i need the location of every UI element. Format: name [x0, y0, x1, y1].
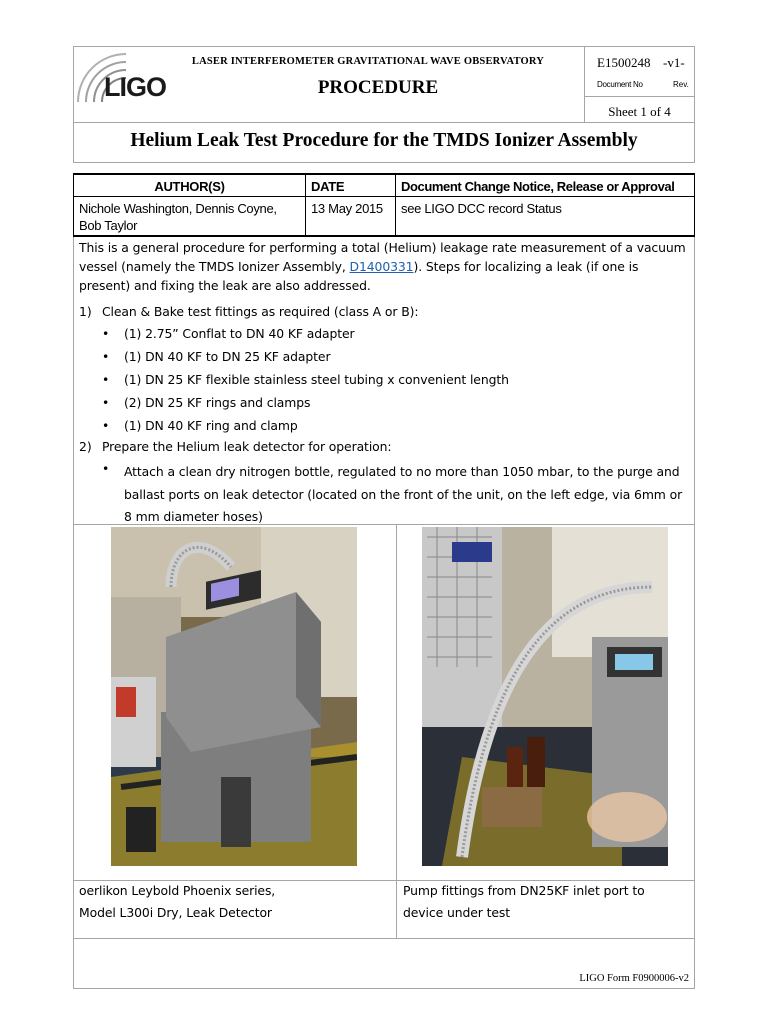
- list-item: (2) DN 25 KF rings and clamps: [124, 395, 311, 410]
- list-item: (1) DN 25 KF flexible stainless steel tubing x convenient length: [124, 372, 509, 387]
- step-2-text: Prepare the Helium leak detector for operation:: [102, 439, 392, 454]
- org-name: LASER INTERFEROMETER GRAVITATIONAL WAVE OBSERVATORY: [191, 56, 545, 67]
- bullet-glyph: •: [102, 349, 110, 364]
- intro-text-1: This is a general procedure for performing a total (Helium) leakage rate measurement of a vacuum vessel (namely the TMDS Ionizer Assembly,: [79, 240, 686, 274]
- doc-number: E1500248: [597, 55, 651, 70]
- doc-type: PROCEDURE: [317, 77, 439, 98]
- bullet-glyph: •: [102, 372, 110, 387]
- intro-text-2: ). Steps for localizing a leak (if one is present) and fixing the leak are also addressed.: [79, 259, 639, 293]
- right-caption-line2: device under test: [403, 905, 510, 920]
- left-caption-line2: Model L300i Dry, Leak Detector: [79, 905, 272, 920]
- intro-paragraph: [79, 238, 691, 295]
- bullet-glyph: •: [102, 418, 110, 433]
- left-caption-line1: oerlikon Leybold Phoenix series,: [79, 883, 276, 898]
- list-item: (1) 2.75” Conflat to DN 40 KF adapter: [124, 326, 355, 341]
- authors-line2: Bob Taylor: [79, 218, 138, 233]
- right-caption-line1: Pump fittings from DN25KF inlet port to: [403, 883, 645, 898]
- step-1-text: Clean & Bake test fittings as required (class A or B):: [102, 304, 419, 319]
- bullet-glyph: •: [102, 461, 110, 476]
- logo-text: LIGO: [104, 72, 166, 102]
- ligo-logo: [76, 50, 176, 118]
- list-item: (1) DN 40 KF to DN 25 KF adapter: [124, 349, 331, 364]
- date-value: 13 May 2015: [311, 201, 383, 216]
- bullet-glyph: •: [102, 326, 110, 341]
- status-value: see LIGO DCC record Status: [401, 201, 562, 216]
- step-1-number: 1): [79, 304, 92, 319]
- leak-detector-photo: [111, 527, 357, 866]
- header-date: DATE: [311, 179, 345, 194]
- pump-fittings-photo: [422, 527, 668, 866]
- bullet-glyph: •: [102, 395, 110, 410]
- form-footer: LIGO Form F0900006-v2: [579, 973, 689, 984]
- sheet-number: Sheet 1 of 4: [608, 104, 671, 119]
- dcc-link[interactable]: D1400331: [349, 259, 414, 274]
- doc-no-label: Document No: [597, 80, 643, 89]
- header-authors: AUTHOR(S): [154, 179, 225, 194]
- authors-line1: Nichole Washington, Dennis Coyne,: [79, 201, 277, 216]
- list-item: (1) DN 40 KF ring and clamp: [124, 418, 298, 433]
- list-item: Attach a clean dry nitrogen bottle, regulated to no more than 1050 mbar, to the purge and ballast ports on leak detector (located on the front of the unit, on the left edge, via 6mm or 8 mm diameter hoses): [124, 464, 683, 524]
- doc-revision: -v1-: [663, 55, 685, 70]
- header-dcn: Document Change Notice, Release or Approval: [401, 179, 675, 194]
- rev-label: Rev.: [673, 80, 689, 89]
- step-2-number: 2): [79, 439, 92, 454]
- document-title: Helium Leak Test Procedure for the TMDS Ionizer Assembly: [130, 130, 638, 151]
